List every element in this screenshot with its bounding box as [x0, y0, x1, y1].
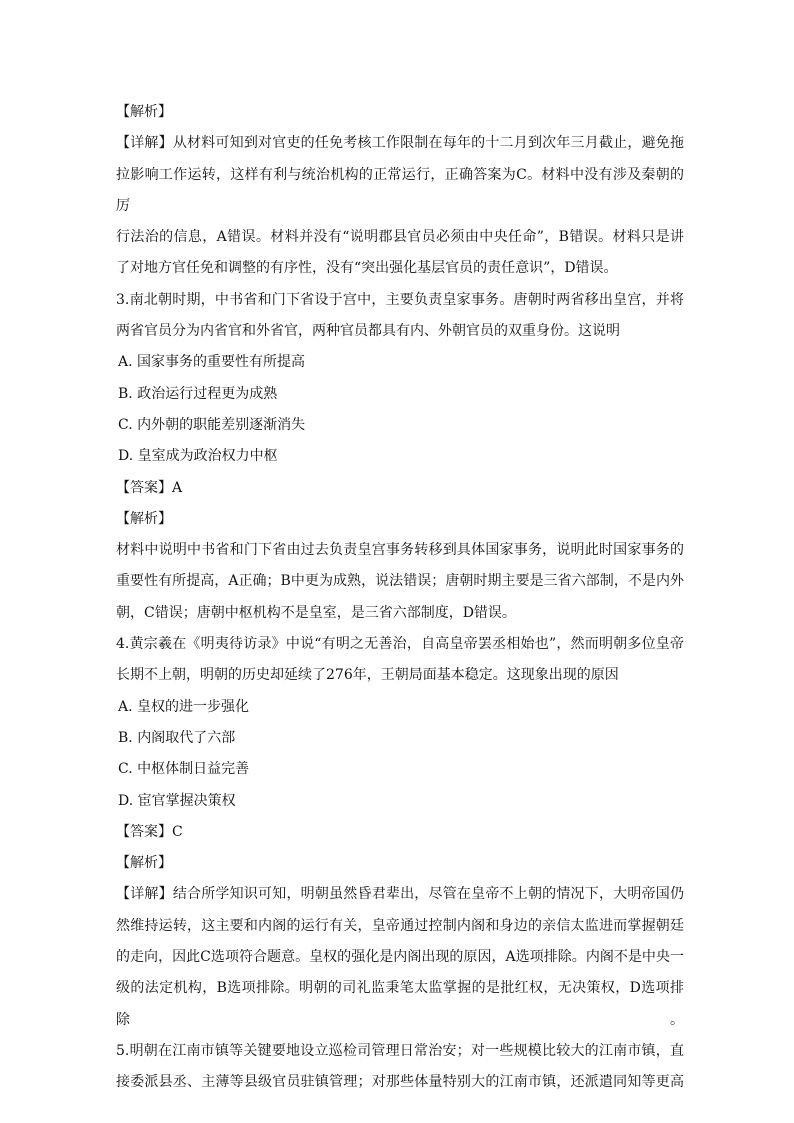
paragraph-line: 朝，C错误；唐朝中枢机构不是皇室，是三省六部制度，D错误。: [116, 604, 516, 621]
option-b: B. 内阁取代了六部: [118, 729, 236, 746]
section-label-analysis: 【解析】: [116, 510, 172, 527]
option-d: D. 皇室成为政治权力中枢: [118, 448, 278, 465]
option-d: D. 宦官掌握决策权: [118, 792, 236, 809]
option-a: A. 皇权的进一步强化: [118, 698, 250, 715]
paragraph-line: 拉影响工作运转，这样有利与统治机构的正常运行，正确答案为C。材料中没有涉及秦朝的厉: [116, 166, 684, 214]
option-c: C. 中枢体制日益完善: [118, 761, 250, 778]
option-c: C. 内外朝的职能差别逐渐消失: [118, 416, 306, 433]
section-label-analysis: 【解析】: [116, 855, 172, 872]
option-b: B. 政治运行过程更为成熟: [118, 385, 278, 402]
paragraph-line: 的走向，因此C选项符合题意。皇权的强化是内阁出现的原因，A选项排除。内阁不是中央一: [116, 949, 684, 966]
paragraph-line: 材料中说明中书省和门下省由过去负责皇宫事务转移到具体国家事务，说明此时国家事务的: [116, 542, 684, 559]
option-a: A. 国家事务的重要性有所提高: [118, 354, 306, 371]
paragraph-line: 【详解】从材料可知到对官吏的任免考核工作限制在每年的十二月到次年三月截止，避免拖: [116, 135, 684, 152]
question-3-stem: 两省官员分为内省官和外省官，两种官员都具有内、外朝官员的双重身份。这说明: [116, 323, 620, 340]
paragraph-line: 了对地方官任免和调整的有序性，没有“突出强化基层官员的责任意识”，D错误。: [116, 260, 618, 277]
question-5-stem: 5.明朝在江南市镇等关键要地设立巡检司管理日常治安；对一些规模比较大的江南市镇，直: [116, 1042, 684, 1059]
question-4-stem: 长期不上朝，明朝的历史却延续了276年，王朝局面基本稳定。这现象出现的原因: [116, 667, 619, 684]
question-5-stem: 接委派县丞、主薄等县级官员驻镇管理；对那些体量特别大的江南市镇，还派遣同知等更高: [116, 1074, 684, 1091]
paragraph-line: 行法治的信息，A错误。材料并没有“说明郡县官员必须由中央任命”，B错误。材料只是讲: [116, 229, 684, 246]
paragraph-line: 重要性有所提高，A正确；B中更为成熟，说法错误；唐朝时期主要是三省六部制，不是内外: [116, 573, 684, 590]
answer-label: 【答案】A: [116, 479, 183, 496]
question-3-stem: 3.南北朝时期，中书省和门下省设于宫中，主要负责皇家事务。唐朝时两省移出皇宫，并将: [116, 291, 684, 308]
paragraph-line: 然维持运转，这主要和内阁的运行有关，皇帝通过控制内阁和身边的亲信太监进而掌握朝廷: [116, 917, 684, 934]
answer-label: 【答案】C: [116, 823, 183, 840]
paragraph-line: 【详解】结合所学知识可知，明朝虽然昏君辈出，尽管在皇帝不上朝的情况下，大明帝国仍: [116, 886, 684, 903]
document-page: [116, 97, 684, 1099]
paragraph-line: 级的法定机构，B选项排除。明朝的司礼监秉笔太监掌握的是批红权，无决策权，D选项排除。: [116, 980, 684, 1028]
section-label-analysis: 【解析】: [116, 104, 172, 120]
question-4-stem: 4.黄宗羲在《明夷待访录》中说“有明之无善治，自高皇帝罢丞相始也”，然而明朝多位皇帝: [116, 636, 684, 653]
